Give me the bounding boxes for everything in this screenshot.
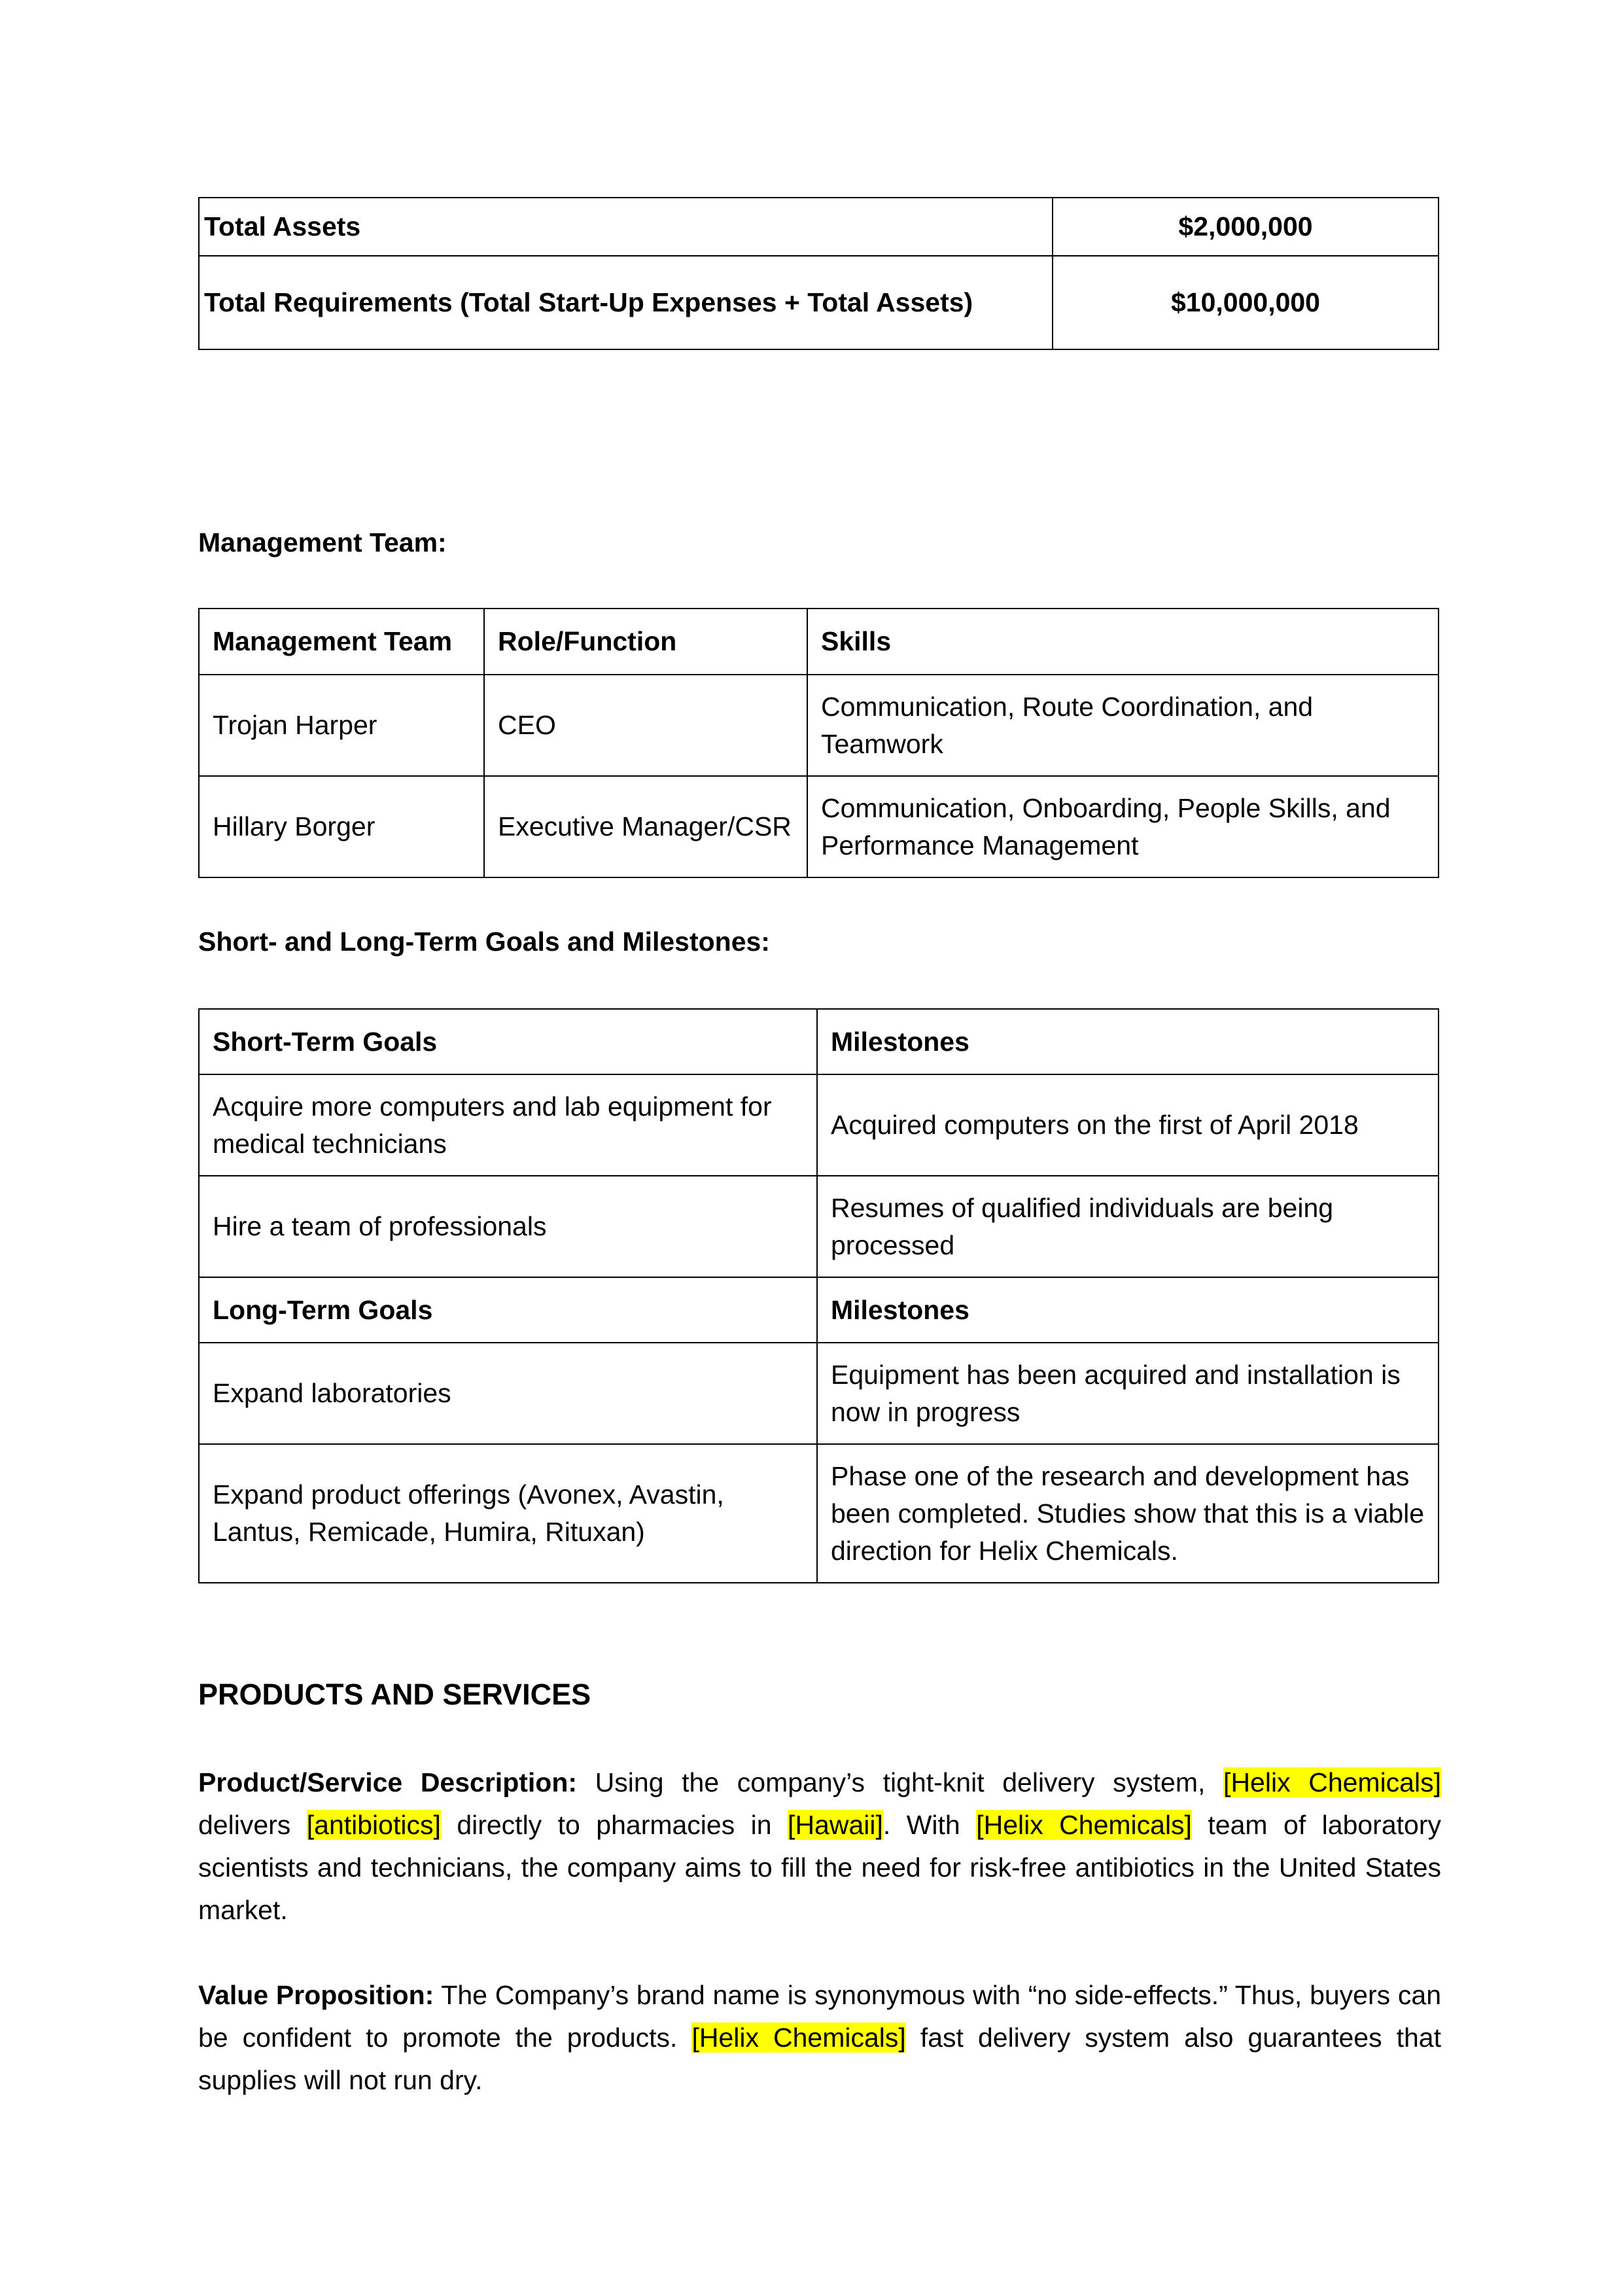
table-row [199,1444,1439,1583]
highlighted-placeholder: [Helix Chemicals] [1223,1767,1441,1797]
table-row [199,198,1439,256]
table-row [199,776,1439,877]
column-header: Milestones [817,1009,1439,1074]
milestone-cell: Resumes of qualified individuals are being processed [817,1176,1439,1277]
highlighted-placeholder: [antibiotics] [306,1810,441,1840]
goal-cell: Expand laboratories [199,1343,817,1444]
highlighted-placeholder: [Helix Chemicals] [691,2022,906,2053]
table-row [199,1343,1439,1444]
goals-table [198,1008,1439,1583]
goal-cell: Hire a team of professionals [199,1176,817,1277]
total-requirements-value: $10,000,000 [1053,256,1439,349]
paragraph-text: . With [882,1810,977,1840]
table-header-row [199,1277,1439,1343]
highlighted-placeholder: [Hawaii] [788,1810,883,1840]
table-header-row [199,1009,1439,1074]
value-proposition-paragraph [198,1974,1441,2102]
column-header: Milestones [817,1277,1439,1343]
member-skills: Communication, Onboarding, People Skills, and Performance Management [807,776,1439,877]
milestone-cell: Acquired computers on the first of April 2018 [817,1074,1439,1176]
member-name: Hillary Borger [199,776,484,877]
value-proposition-label: Value Proposition: [198,1980,434,2010]
member-skills: Communication, Route Coordination, and Teamwork [807,675,1439,776]
column-header: Management Team [199,609,484,675]
paragraph-text: Using the company’s tight-knit delivery system, [577,1767,1224,1797]
highlighted-placeholder: [Helix Chemicals] [976,1810,1192,1840]
paragraph-text: team of laboratory scientists and technicians, the company aims to fill the need for risk-free antibiotics in the United States market. [198,1810,1441,1925]
column-header: Long-Term Goals [199,1277,817,1343]
table-row [199,675,1439,776]
products-services-heading: PRODUCTS AND SERVICES [198,1678,591,1711]
total-requirements-label: Total Requirements (Total Start-Up Expenses + Total Assets) [199,256,1053,349]
column-header: Role/Function [484,609,807,675]
member-name: Trojan Harper [199,675,484,776]
goal-cell: Expand product offerings (Avonex, Avastin, Lantus, Remicade, Humira, Rituxan) [199,1444,817,1583]
member-role: CEO [484,675,807,776]
paragraph-text: The Company’s brand name is synonymous with “no side-effects.” Thus, buyers can be confident to promote the products. [198,1980,1442,2053]
paragraph-text: fast delivery system also guarantees that supplies will not run dry. [198,2022,1441,2095]
table-row [199,1176,1439,1277]
total-assets-value: $2,000,000 [1053,198,1439,256]
milestone-cell: Phase one of the research and development has been completed. Studies show that this is a viable direction for Helix Chemicals. [817,1444,1439,1583]
column-header: Short-Term Goals [199,1009,817,1074]
table-row [199,1074,1439,1176]
table-row [199,256,1439,349]
column-header: Skills [807,609,1439,675]
milestone-cell: Equipment has been acquired and installation is now in progress [817,1343,1439,1444]
management-team-heading: Management Team: [198,527,447,557]
total-assets-label: Total Assets [199,198,1053,256]
totals-table [198,197,1439,350]
paragraph-text: directly to pharmacies in [440,1810,788,1840]
goals-heading: Short- and Long-Term Goals and Milestones: [198,927,770,957]
description-label: Product/Service Description: [198,1767,578,1797]
product-description-paragraph [198,1761,1441,1932]
table-header-row [199,609,1439,675]
management-table [198,608,1439,878]
paragraph-text: delivers [198,1810,307,1840]
goal-cell: Acquire more computers and lab equipment for medical technicians [199,1074,817,1176]
member-role: Executive Manager/CSR [484,776,807,877]
